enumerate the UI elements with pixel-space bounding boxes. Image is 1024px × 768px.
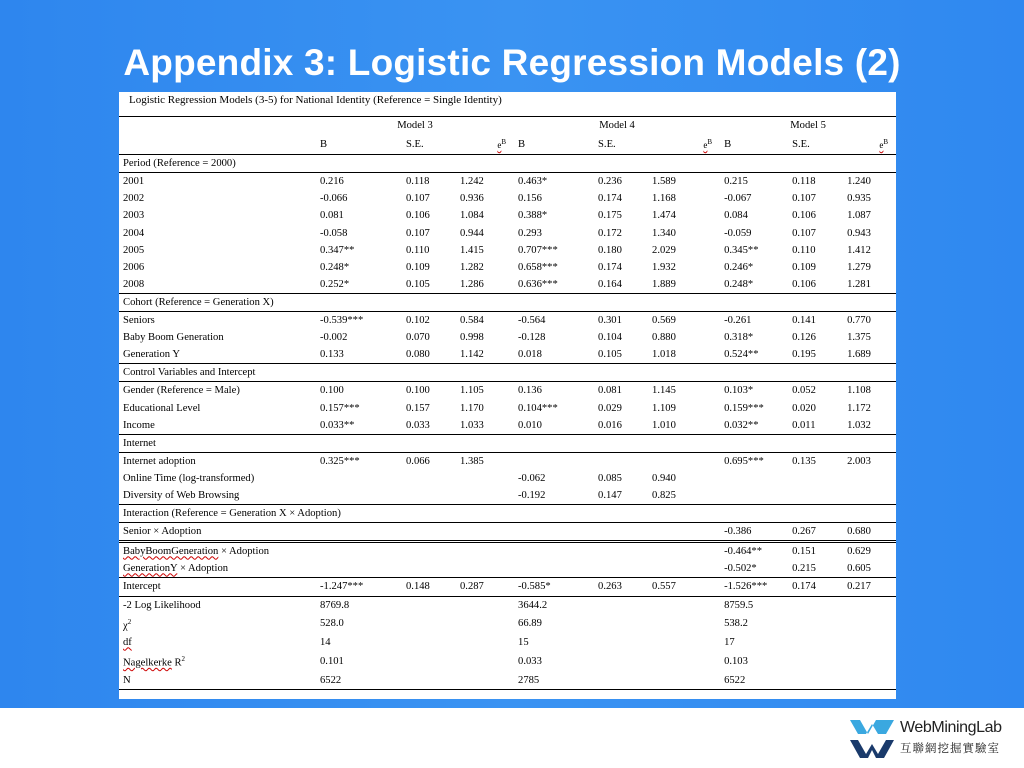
value-cell: 0.106 bbox=[406, 210, 430, 222]
row-label: Internet adoption bbox=[123, 455, 196, 467]
value-cell bbox=[514, 523, 594, 542]
value-cell: 1.385 bbox=[460, 455, 484, 467]
value-cell: 0.345** bbox=[724, 244, 759, 256]
table-row bbox=[119, 225, 896, 242]
row-label: 2003 bbox=[123, 210, 145, 222]
table-row bbox=[119, 190, 896, 207]
value-cell: 0.100 bbox=[406, 385, 430, 397]
section-header-row bbox=[119, 364, 896, 382]
value-cell: -0.059 bbox=[724, 227, 752, 239]
value-cell: 1.108 bbox=[847, 385, 871, 397]
value-cell: 0.107 bbox=[792, 193, 816, 205]
table-row bbox=[119, 207, 896, 224]
value-cell: 0.151 bbox=[792, 546, 816, 558]
exp-b-symbol: $e^B$ bbox=[879, 138, 889, 151]
row-label: Seniors bbox=[123, 315, 155, 327]
value-cell: 0.248* bbox=[320, 261, 350, 273]
value-cell: 1.240 bbox=[847, 176, 871, 188]
fit-stat-value: 14 bbox=[320, 637, 331, 649]
table-row bbox=[119, 523, 896, 542]
section-header-row bbox=[119, 155, 896, 173]
logo-name: WebMiningLab bbox=[900, 719, 1002, 736]
value-cell bbox=[402, 470, 456, 487]
value-cell: 0.318* bbox=[724, 332, 754, 344]
value-cell: 1.087 bbox=[847, 210, 871, 222]
fit-stat-label: N bbox=[119, 672, 316, 690]
value-cell: 0.246* bbox=[724, 261, 754, 273]
value-cell bbox=[788, 487, 843, 505]
value-cell: 0.388* bbox=[518, 210, 548, 222]
table-row bbox=[119, 173, 896, 191]
value-cell bbox=[594, 560, 648, 578]
value-cell: 0.944 bbox=[460, 227, 484, 239]
fit-stat-row bbox=[119, 651, 896, 672]
value-cell: 0.066 bbox=[406, 455, 430, 467]
value-cell: 0.080 bbox=[406, 349, 430, 361]
fit-stat-value: 3644.2 bbox=[518, 599, 548, 611]
value-cell: -0.564 bbox=[518, 315, 546, 327]
table-row bbox=[119, 346, 896, 364]
value-cell: 0.118 bbox=[792, 176, 816, 188]
value-cell: 0.156 bbox=[518, 193, 542, 205]
fit-stat-value: 2785 bbox=[514, 672, 720, 690]
value-cell bbox=[648, 523, 720, 542]
value-cell: 1.415 bbox=[460, 244, 484, 256]
value-cell: 0.463* bbox=[518, 176, 548, 188]
value-cell: 1.105 bbox=[460, 385, 484, 397]
fit-stat-label: Nagelkerke $R^2$ bbox=[123, 655, 186, 669]
row-label: 2001 bbox=[123, 176, 145, 188]
blank-cell bbox=[119, 117, 316, 135]
fit-stat-value: 15 bbox=[518, 637, 529, 649]
value-cell: -0.585* bbox=[514, 578, 594, 596]
col-header-se: S.E. bbox=[598, 138, 616, 150]
model-header-row bbox=[119, 117, 896, 135]
value-cell: 0.880 bbox=[652, 332, 676, 344]
fit-stat-value: 66.89 bbox=[518, 618, 542, 630]
value-cell: 0.180 bbox=[598, 244, 622, 256]
value-cell: 1.340 bbox=[652, 227, 676, 239]
col-header-b: B bbox=[518, 138, 526, 150]
table-row bbox=[119, 400, 896, 417]
value-cell: 0.215 bbox=[724, 176, 748, 188]
exp-b-symbol: $e^B$ bbox=[497, 138, 507, 151]
value-cell: 0.943 bbox=[847, 227, 871, 239]
table-row bbox=[119, 487, 896, 505]
table-row bbox=[119, 470, 896, 487]
fit-stat-value: 17 bbox=[724, 637, 735, 649]
table-row bbox=[119, 242, 896, 259]
value-cell: 0.707*** bbox=[518, 244, 558, 256]
value-cell: -0.002 bbox=[320, 332, 348, 344]
value-cell bbox=[720, 470, 788, 487]
regression-table-panel bbox=[119, 92, 896, 699]
value-cell bbox=[594, 542, 648, 561]
row-label: 2002 bbox=[123, 193, 145, 205]
value-cell: 0.216 bbox=[320, 176, 344, 188]
value-cell: 0.605 bbox=[847, 563, 871, 575]
row-label: Income bbox=[123, 419, 155, 431]
section-label: Control Variables and Intercept bbox=[119, 364, 896, 382]
row-label: BabyBoomGeneration × Adoption bbox=[123, 546, 270, 558]
row-label: Intercept bbox=[119, 578, 316, 596]
value-cell: 0.524** bbox=[724, 349, 759, 361]
value-cell: 0.267 bbox=[788, 523, 843, 542]
fit-stat-value: 538.2 bbox=[724, 618, 748, 630]
col-header-se: S.E. bbox=[406, 138, 424, 150]
value-cell: 1.084 bbox=[460, 210, 484, 222]
table-row bbox=[119, 382, 896, 400]
exp-b-symbol: $e^B$ bbox=[703, 138, 713, 151]
value-cell: 0.164 bbox=[598, 278, 622, 290]
value-cell: -0.261 bbox=[724, 315, 752, 327]
value-cell: 1.170 bbox=[460, 402, 484, 414]
value-cell: 0.236 bbox=[598, 176, 622, 188]
value-cell: 0.020 bbox=[792, 402, 816, 414]
value-cell bbox=[456, 470, 514, 487]
value-cell: 0.940 bbox=[652, 472, 676, 484]
value-cell: 0.033** bbox=[320, 419, 355, 431]
intercept-row bbox=[119, 578, 896, 596]
value-cell bbox=[648, 452, 720, 470]
value-cell: 1.010 bbox=[652, 419, 676, 431]
value-cell: 0.557 bbox=[648, 578, 720, 596]
section-label: Cohort (Reference = Generation X) bbox=[119, 293, 896, 311]
fit-stat-row bbox=[119, 614, 896, 635]
value-cell: 0.658*** bbox=[518, 261, 558, 273]
value-cell: 1.375 bbox=[847, 332, 871, 344]
value-cell: 0.252* bbox=[320, 278, 350, 290]
value-cell: -0.192 bbox=[518, 489, 546, 501]
row-label: Gender (Reference = Male) bbox=[123, 385, 240, 397]
row-label: Diversity of Web Browsing bbox=[123, 489, 240, 501]
value-cell: 1.018 bbox=[652, 349, 676, 361]
value-cell: 0.293 bbox=[518, 227, 542, 239]
value-cell: 1.281 bbox=[847, 278, 871, 290]
row-label: Senior × Adoption bbox=[119, 523, 316, 542]
col-header-b: B bbox=[320, 138, 328, 150]
col-header-exp-b bbox=[843, 134, 896, 155]
value-cell: 0.029 bbox=[598, 402, 622, 414]
fit-stat-label: $\chi^2$ bbox=[123, 617, 132, 632]
value-cell bbox=[788, 470, 843, 487]
model-header: Model 5 bbox=[720, 117, 896, 135]
value-cell: 0.287 bbox=[456, 578, 514, 596]
value-cell: 0.084 bbox=[724, 210, 748, 222]
value-cell: 1.589 bbox=[652, 176, 676, 188]
value-cell: 1.474 bbox=[652, 210, 676, 222]
value-cell: 0.248* bbox=[724, 278, 754, 290]
value-cell: 1.033 bbox=[460, 419, 484, 431]
value-cell: 0.636*** bbox=[518, 278, 558, 290]
value-cell bbox=[316, 523, 402, 542]
fit-stat-value: 6522 bbox=[316, 672, 514, 690]
value-cell: 0.107 bbox=[792, 227, 816, 239]
row-label: 2004 bbox=[123, 227, 145, 239]
value-cell: 0.174 bbox=[788, 578, 843, 596]
slide-title: Appendix 3: Logistic Regression Models (2) bbox=[123, 42, 901, 83]
col-header-b: B bbox=[724, 138, 732, 150]
value-cell bbox=[514, 542, 594, 561]
row-label: Generation Y bbox=[123, 349, 180, 361]
fit-stat-value: 8759.5 bbox=[724, 599, 754, 611]
value-cell: 1.142 bbox=[460, 349, 484, 361]
value-cell bbox=[456, 487, 514, 505]
value-cell: 0.141 bbox=[792, 315, 816, 327]
table-row bbox=[119, 452, 896, 470]
value-cell bbox=[316, 560, 402, 578]
value-cell: 1.412 bbox=[847, 244, 871, 256]
value-cell: 0.347** bbox=[320, 244, 355, 256]
value-cell: 0.148 bbox=[402, 578, 456, 596]
row-label: 2008 bbox=[123, 278, 145, 290]
value-cell bbox=[402, 542, 456, 561]
value-cell bbox=[456, 542, 514, 561]
value-cell bbox=[456, 523, 514, 542]
fit-stat-row bbox=[119, 634, 896, 651]
value-cell: 0.102 bbox=[406, 315, 430, 327]
value-cell: 0.175 bbox=[598, 210, 622, 222]
row-label: 2006 bbox=[123, 261, 145, 273]
webmininglab-logo bbox=[848, 716, 1016, 760]
value-cell: 0.032** bbox=[724, 419, 759, 431]
fit-stat-value: 0.101 bbox=[320, 656, 344, 668]
value-cell: 1.286 bbox=[460, 278, 484, 290]
value-cell: 0.105 bbox=[406, 278, 430, 290]
table-row bbox=[119, 312, 896, 330]
value-cell: 0.147 bbox=[598, 489, 622, 501]
fit-stat-row bbox=[119, 596, 896, 614]
value-cell: 1.109 bbox=[652, 402, 676, 414]
value-cell: 1.242 bbox=[460, 176, 484, 188]
table-row bbox=[119, 542, 896, 561]
value-cell: 0.081 bbox=[598, 385, 622, 397]
value-cell: 1.889 bbox=[652, 278, 676, 290]
value-cell: 0.998 bbox=[460, 332, 484, 344]
value-cell bbox=[402, 560, 456, 578]
value-cell: 1.689 bbox=[847, 349, 871, 361]
value-cell: -0.066 bbox=[320, 193, 348, 205]
value-cell: 0.172 bbox=[598, 227, 622, 239]
col-header-exp-b bbox=[456, 134, 514, 155]
value-cell bbox=[594, 523, 648, 542]
fit-stat-value: 0.033 bbox=[518, 656, 542, 668]
value-cell: 0.107 bbox=[406, 227, 430, 239]
value-cell: 0.584 bbox=[460, 315, 484, 327]
value-cell: 0.016 bbox=[598, 419, 622, 431]
value-cell bbox=[594, 452, 648, 470]
row-label: Baby Boom Generation bbox=[123, 332, 224, 344]
value-cell: 1.279 bbox=[847, 261, 871, 273]
section-header-row bbox=[119, 434, 896, 452]
value-cell bbox=[316, 487, 402, 505]
value-cell: 0.052 bbox=[792, 385, 816, 397]
value-cell: -1.247*** bbox=[316, 578, 402, 596]
value-cell: 1.145 bbox=[652, 385, 676, 397]
value-cell: 0.936 bbox=[460, 193, 484, 205]
row-label: GenerationY × Adoption bbox=[123, 563, 229, 575]
table-row bbox=[119, 276, 896, 294]
value-cell: 0.135 bbox=[792, 455, 816, 467]
value-cell: -0.502* bbox=[724, 563, 757, 575]
value-cell bbox=[648, 560, 720, 578]
fit-stat-value: 8769.8 bbox=[320, 599, 350, 611]
value-cell: 0.105 bbox=[598, 349, 622, 361]
value-cell: 0.103* bbox=[724, 385, 754, 397]
value-cell: 0.081 bbox=[320, 210, 344, 222]
value-cell: 0.174 bbox=[598, 193, 622, 205]
blank-cell bbox=[119, 134, 316, 155]
column-header-row bbox=[119, 134, 896, 155]
value-cell bbox=[514, 452, 594, 470]
value-cell: 0.825 bbox=[652, 489, 676, 501]
value-cell: 0.174 bbox=[598, 261, 622, 273]
regression-table bbox=[119, 116, 896, 690]
value-cell bbox=[456, 560, 514, 578]
value-cell: -0.067 bbox=[724, 193, 752, 205]
value-cell: 0.104*** bbox=[518, 402, 558, 414]
value-cell: 1.282 bbox=[460, 261, 484, 273]
table-row bbox=[119, 259, 896, 276]
fit-stat-value: 0.103 bbox=[724, 656, 748, 668]
value-cell: 0.033 bbox=[406, 419, 430, 431]
value-cell: -0.062 bbox=[518, 472, 546, 484]
section-label: Interaction (Reference = Generation X × Adoption) bbox=[119, 505, 896, 523]
section-header-row bbox=[119, 505, 896, 523]
table-caption: Logistic Regression Models (3-5) for National Identity (Reference = Single Identity) bbox=[129, 94, 502, 106]
logo-mark-bottom bbox=[850, 740, 894, 758]
value-cell: 0.106 bbox=[792, 210, 816, 222]
value-cell: 0.107 bbox=[406, 193, 430, 205]
value-cell: 0.126 bbox=[792, 332, 816, 344]
value-cell: 0.157 bbox=[406, 402, 430, 414]
value-cell bbox=[316, 470, 402, 487]
table-row bbox=[119, 560, 896, 578]
value-cell: 0.011 bbox=[792, 419, 816, 431]
model-header: Model 4 bbox=[514, 117, 720, 135]
value-cell: 0.325*** bbox=[320, 455, 360, 467]
value-cell bbox=[402, 523, 456, 542]
col-header-se: S.E. bbox=[792, 138, 810, 150]
value-cell bbox=[720, 487, 788, 505]
value-cell: 1.932 bbox=[652, 261, 676, 273]
fit-stat-label: -2 Log Likelihood bbox=[123, 599, 201, 611]
value-cell: -0.386 bbox=[720, 523, 788, 542]
row-label: 2005 bbox=[123, 244, 145, 256]
value-cell bbox=[843, 487, 896, 505]
value-cell: 0.629 bbox=[847, 546, 871, 558]
col-header-exp-b bbox=[648, 134, 720, 155]
value-cell: 0.263 bbox=[594, 578, 648, 596]
fit-stat-value: 6522 bbox=[720, 672, 896, 690]
value-cell: -0.128 bbox=[518, 332, 546, 344]
value-cell: 0.695*** bbox=[724, 455, 764, 467]
value-cell: 0.217 bbox=[843, 578, 896, 596]
value-cell: 0.118 bbox=[406, 176, 430, 188]
value-cell: 2.003 bbox=[847, 455, 871, 467]
value-cell: -1.526*** bbox=[720, 578, 788, 596]
value-cell: -0.464** bbox=[724, 546, 763, 558]
fit-stat-row bbox=[119, 672, 896, 690]
value-cell: 0.110 bbox=[792, 244, 816, 256]
value-cell bbox=[402, 487, 456, 505]
value-cell: 0.159*** bbox=[724, 402, 764, 414]
value-cell bbox=[843, 470, 896, 487]
value-cell: 0.935 bbox=[847, 193, 871, 205]
value-cell: 0.133 bbox=[320, 349, 344, 361]
value-cell: -0.539*** bbox=[320, 315, 364, 327]
value-cell: 0.301 bbox=[598, 315, 622, 327]
model-header: Model 3 bbox=[316, 117, 514, 135]
value-cell: 0.136 bbox=[518, 385, 542, 397]
value-cell: 0.109 bbox=[792, 261, 816, 273]
logo-subtitle: 互聯網挖掘實驗室 bbox=[900, 741, 1000, 755]
fit-stat-value: 528.0 bbox=[320, 618, 344, 630]
table-row bbox=[119, 329, 896, 346]
value-cell bbox=[316, 542, 402, 561]
value-cell: 1.032 bbox=[847, 419, 871, 431]
value-cell: 0.157*** bbox=[320, 402, 360, 414]
section-label: Internet bbox=[119, 434, 896, 452]
value-cell bbox=[514, 560, 594, 578]
value-cell: 1.168 bbox=[652, 193, 676, 205]
value-cell: 0.104 bbox=[598, 332, 622, 344]
section-header-row bbox=[119, 293, 896, 311]
value-cell: 0.106 bbox=[792, 278, 816, 290]
value-cell: 0.070 bbox=[406, 332, 430, 344]
fit-stat-label: df bbox=[123, 637, 132, 649]
section-label: Period (Reference = 2000) bbox=[119, 155, 896, 173]
value-cell: 0.085 bbox=[598, 472, 622, 484]
table-row bbox=[119, 417, 896, 435]
value-cell: 0.109 bbox=[406, 261, 430, 273]
value-cell bbox=[648, 542, 720, 561]
value-cell: 0.110 bbox=[406, 244, 430, 256]
value-cell: 0.569 bbox=[652, 315, 676, 327]
value-cell: 0.770 bbox=[847, 315, 871, 327]
value-cell: 2.029 bbox=[652, 244, 676, 256]
value-cell: 0.680 bbox=[843, 523, 896, 542]
value-cell: 0.010 bbox=[518, 419, 542, 431]
value-cell: 1.172 bbox=[847, 402, 871, 414]
value-cell: 0.100 bbox=[320, 385, 344, 397]
row-label: Online Time (log-transformed) bbox=[123, 472, 255, 484]
value-cell: 0.215 bbox=[792, 563, 816, 575]
value-cell: 0.018 bbox=[518, 349, 542, 361]
value-cell: 0.195 bbox=[792, 349, 816, 361]
row-label: Educational Level bbox=[123, 402, 201, 414]
logo-mark-top bbox=[850, 720, 894, 734]
value-cell: -0.058 bbox=[320, 227, 348, 239]
logo-mark-icon bbox=[848, 716, 896, 760]
